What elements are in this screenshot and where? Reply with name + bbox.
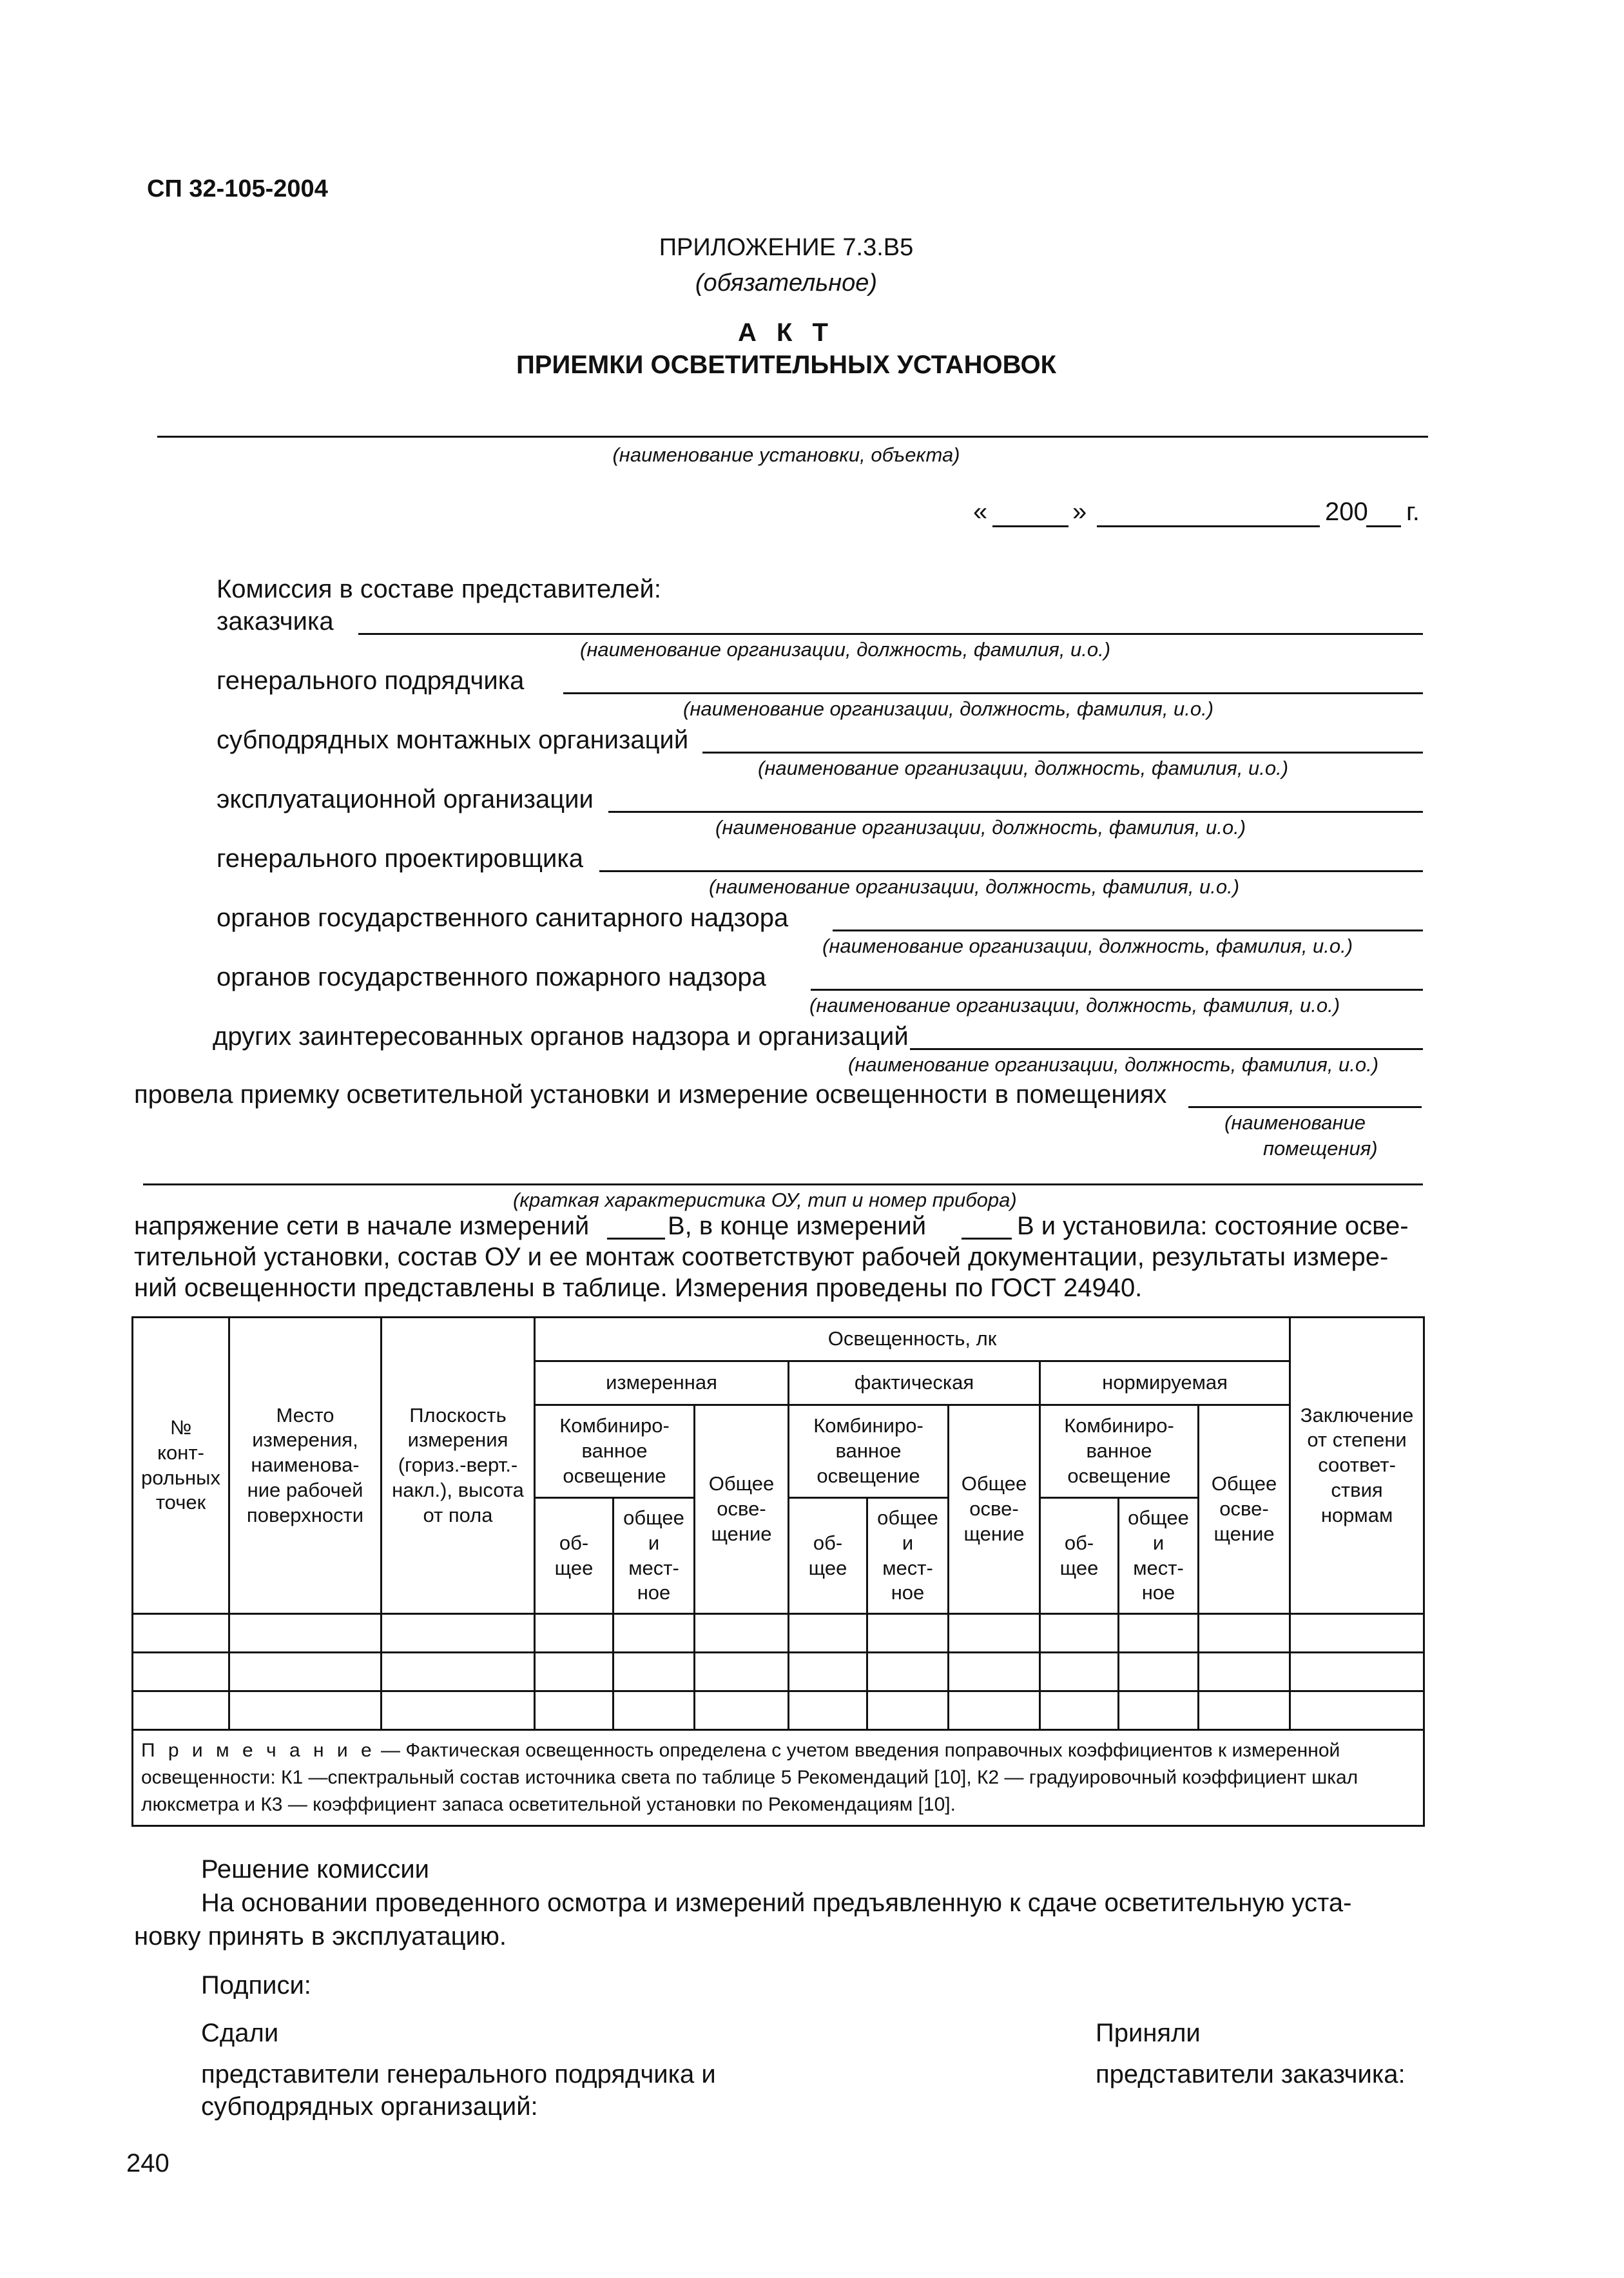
- voltage-start-field[interactable]: [607, 1238, 665, 1240]
- member-label-general-designer: генерального проектировщика: [217, 844, 584, 873]
- reception-text: провела приемку осветительной установки и измерение освещенности в помещениях: [134, 1080, 1167, 1109]
- date-month-field[interactable]: [1097, 525, 1320, 527]
- date-quote-open: «: [973, 498, 988, 526]
- table-cell[interactable]: [695, 1691, 789, 1730]
- table-cell[interactable]: [535, 1614, 614, 1653]
- accepted-line-1: представители заказчика:: [1096, 2060, 1406, 2088]
- act-name: ПРИЕМКИ ОСВЕТИТЕЛЬНЫХ УСТАНОВОК: [516, 351, 1056, 379]
- member-caption-customer: (наименование организации, должность, фамилия, и.о.): [580, 638, 1111, 661]
- table-cell[interactable]: [1199, 1691, 1290, 1730]
- appendix-title: ПРИЛОЖЕНИЕ 7.3.В5: [659, 234, 914, 261]
- member-caption-fire: (наименование организации, должность, фамилия, и.о.): [809, 994, 1340, 1017]
- table-cell[interactable]: [614, 1691, 695, 1730]
- table-cell[interactable]: [1290, 1653, 1424, 1691]
- table-cell[interactable]: [789, 1653, 867, 1691]
- table-cell[interactable]: [695, 1653, 789, 1691]
- illuminance-table: [131, 1316, 1425, 1827]
- combined-header-actual: Комбиниро- ванное освещение: [789, 1405, 949, 1498]
- object-name-line[interactable]: [157, 436, 1428, 438]
- general-header-normative: Общее осве- щение: [1199, 1405, 1290, 1614]
- signatures-title: Подписи:: [201, 1971, 311, 2000]
- table-cell[interactable]: [1199, 1614, 1290, 1653]
- member-field-customer[interactable]: [358, 633, 1423, 635]
- table-cell[interactable]: [382, 1691, 535, 1730]
- ou-description-line[interactable]: [143, 1183, 1423, 1185]
- voltage-text-middle: В, в конце измерений: [668, 1212, 927, 1240]
- act-title: А К Т: [738, 318, 835, 347]
- table-cell[interactable]: [133, 1614, 229, 1653]
- col-header-illuminance: Освещенность, лк: [535, 1318, 1290, 1361]
- group-header-actual: фактическая: [789, 1361, 1040, 1405]
- ou-caption: (краткая характеристика ОУ, тип и номер прибора): [513, 1189, 1017, 1211]
- col-header-place: Место измерения, наименова- ние рабочей поверхности: [229, 1318, 382, 1614]
- handed-over-line-1: представители генерального подрядчика и: [201, 2060, 716, 2088]
- table-cell[interactable]: [789, 1614, 867, 1653]
- group-header-measured: измеренная: [535, 1361, 789, 1405]
- sub-header-general-local: общее и мест- ное: [867, 1498, 949, 1614]
- member-caption-sanitary: (наименование организации, должность, фамилия, и.о.): [822, 935, 1353, 957]
- member-field-subcontractors[interactable]: [702, 752, 1423, 754]
- table-cell[interactable]: [614, 1614, 695, 1653]
- table-cell[interactable]: [1119, 1691, 1199, 1730]
- handed-over-line-2: субподрядных организаций:: [201, 2092, 538, 2121]
- member-field-fire[interactable]: [811, 989, 1423, 991]
- handed-over-heading: Сдали: [201, 2019, 279, 2047]
- date-quote-close: »: [1072, 498, 1087, 526]
- date-year-prefix: 200: [1325, 498, 1368, 526]
- member-field-general-designer[interactable]: [599, 870, 1423, 872]
- table-row: [133, 1691, 1424, 1730]
- sub-header-general-local: общее и мест- ное: [1119, 1498, 1199, 1614]
- table-cell[interactable]: [1119, 1614, 1199, 1653]
- result-text-line-3: ний освещенности представлены в таблице. Измерения проведены по ГОСТ 24940.: [134, 1274, 1143, 1302]
- general-header-measured: Общее осве- щение: [695, 1405, 789, 1614]
- table-note: [133, 1730, 1424, 1826]
- accepted-heading: Приняли: [1096, 2019, 1201, 2047]
- sub-header-general: об- щее: [789, 1498, 867, 1614]
- object-name-caption: (наименование установки, объекта): [612, 443, 960, 466]
- decision-line-1: На основании проведенного осмотра и измерений предъявленную к сдаче осветительную уста-: [201, 1889, 1352, 1917]
- appendix-status: (обязательное): [695, 269, 878, 297]
- member-caption-other: (наименование организации, должность, фамилия, и.о.): [848, 1053, 1379, 1076]
- table-cell[interactable]: [133, 1691, 229, 1730]
- combined-header-normative: Комбиниро- ванное освещение: [1040, 1405, 1199, 1498]
- table-cell[interactable]: [949, 1653, 1040, 1691]
- table-cell[interactable]: [229, 1653, 382, 1691]
- group-header-normative: нормируемая: [1040, 1361, 1290, 1405]
- date-day-field[interactable]: [992, 525, 1068, 527]
- table-cell[interactable]: [695, 1614, 789, 1653]
- member-field-sanitary[interactable]: [833, 930, 1423, 931]
- member-label-fire: органов государственного пожарного надзора: [217, 963, 766, 991]
- col-header-point-number: № конт- рольных точек: [133, 1318, 229, 1614]
- table-row: [133, 1614, 1424, 1653]
- member-label-operating-org: эксплуатационной организации: [217, 785, 594, 813]
- table-cell[interactable]: [535, 1691, 614, 1730]
- table-cell[interactable]: [1119, 1653, 1199, 1691]
- member-caption-subcontractors: (наименование организации, должность, фамилия, и.о.): [758, 757, 1289, 779]
- page-number: 240: [126, 2149, 169, 2177]
- table-cell[interactable]: [382, 1653, 535, 1691]
- table-cell[interactable]: [867, 1614, 949, 1653]
- table-cell[interactable]: [1290, 1614, 1424, 1653]
- date-year-suffix: г.: [1406, 498, 1420, 526]
- result-text-line-2: тительной установки, состав ОУ и ее монтаж соответствуют рабочей документации, результаты измере-: [134, 1243, 1389, 1271]
- voltage-text-end: В и установила: состояние осве-: [1017, 1212, 1409, 1240]
- room-caption-2: помещения): [1263, 1137, 1378, 1160]
- decision-line-2: новку принять в эксплуатацию.: [134, 1922, 507, 1951]
- table-cell[interactable]: [535, 1653, 614, 1691]
- table-cell[interactable]: [867, 1653, 949, 1691]
- room-name-field[interactable]: [1188, 1106, 1422, 1108]
- table-row: [133, 1653, 1424, 1691]
- table-cell[interactable]: [382, 1614, 535, 1653]
- date-year-field[interactable]: [1366, 525, 1401, 527]
- member-field-operating-org[interactable]: [608, 811, 1423, 813]
- note-text: — Фактическая освещенность определена с учетом введения поправочных коэффициентов к измеренной освещенности: К1 —спектральный состав источника света по таблице 5 Рекомендаций [10], К2 — градуировочный коэффициент шкал люксметра и К3 — коэффициент запаса осветительной установки по Рекомендациям [10].: [141, 1740, 1358, 1815]
- table-cell[interactable]: [1040, 1691, 1119, 1730]
- member-caption-general-designer: (наименование организации, должность, фамилия, и.о.): [709, 875, 1240, 898]
- member-label-sanitary: органов государственного санитарного надзора: [217, 904, 789, 932]
- table-cell[interactable]: [229, 1691, 382, 1730]
- table-cell[interactable]: [133, 1653, 229, 1691]
- table-cell[interactable]: [867, 1691, 949, 1730]
- sub-header-general: об- щее: [535, 1498, 614, 1614]
- table-cell[interactable]: [1040, 1614, 1119, 1653]
- decision-title: Решение комиссии: [201, 1855, 430, 1884]
- commission-intro: Комиссия в составе представителей:: [217, 575, 661, 603]
- table-cell[interactable]: [1199, 1653, 1290, 1691]
- col-header-plane: Плоскость измерения (гориз.-верт.- накл.), высота от пола: [382, 1318, 535, 1614]
- note-label: П р и м е ч а н и е: [141, 1740, 376, 1761]
- table-cell[interactable]: [1290, 1691, 1424, 1730]
- member-label-subcontractors: субподрядных монтажных организаций: [217, 726, 689, 754]
- sub-header-general-local: общее и мест- ное: [614, 1498, 695, 1614]
- member-caption-operating-org: (наименование организации, должность, фамилия, и.о.): [715, 816, 1246, 839]
- table-cell[interactable]: [949, 1614, 1040, 1653]
- member-label-general-contractor: генерального подрядчика: [217, 667, 525, 695]
- combined-header-measured: Комбиниро- ванное освещение: [535, 1405, 695, 1498]
- general-header-actual: Общее осве- щение: [949, 1405, 1040, 1614]
- document-code: СП 32-105-2004: [147, 175, 328, 202]
- member-field-other[interactable]: [910, 1048, 1423, 1050]
- table-cell[interactable]: [789, 1691, 867, 1730]
- member-field-general-contractor[interactable]: [563, 692, 1423, 694]
- member-caption-general-contractor: (наименование организации, должность, фамилия, и.о.): [683, 697, 1214, 720]
- table-cell[interactable]: [1040, 1653, 1119, 1691]
- sub-header-general: об- щее: [1040, 1498, 1119, 1614]
- member-label-other: других заинтересованных органов надзора и организаций: [213, 1022, 909, 1051]
- table-cell[interactable]: [614, 1653, 695, 1691]
- table-cell[interactable]: [949, 1691, 1040, 1730]
- table-cell[interactable]: [229, 1614, 382, 1653]
- voltage-end-field[interactable]: [962, 1238, 1012, 1240]
- member-label-customer: заказчика: [217, 607, 334, 636]
- room-caption-1: (наименование: [1224, 1111, 1366, 1134]
- voltage-text-start: напряжение сети в начале измерений: [134, 1212, 590, 1240]
- col-header-conclusion: Заключение от степени соответ- ствия нормам: [1290, 1318, 1424, 1614]
